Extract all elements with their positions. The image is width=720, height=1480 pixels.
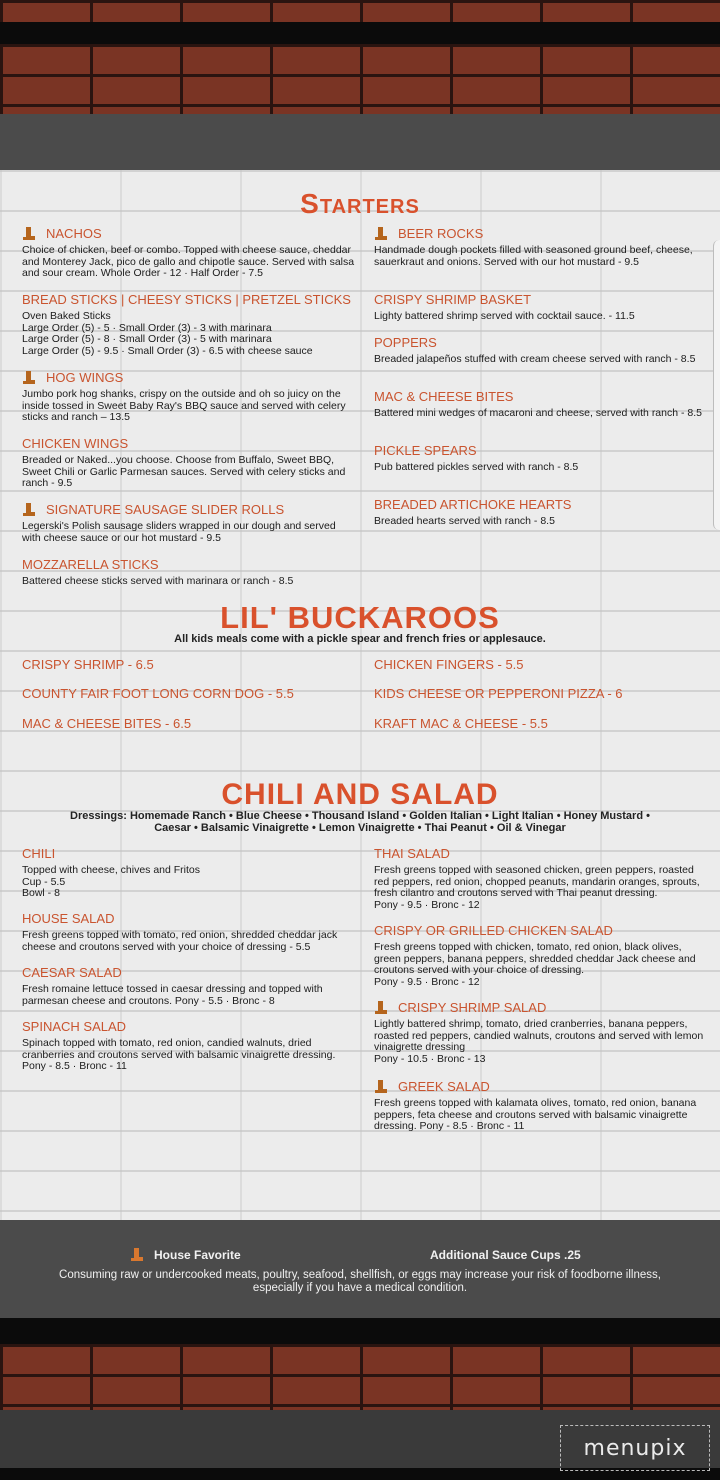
menu-item-description: Lightly battered shrimp, tomato, dried cranberries, banana peppers, roasted red peppers, candied walnuts, croutons and served with lemon vinaigrette dressing Pony - 10.5 · Bronc - 13 (374, 1018, 704, 1065)
menu-item-name-text: SPINACH SALAD (22, 1019, 127, 1034)
house-favorite-boot-icon (374, 1079, 388, 1095)
menu-item-name (374, 226, 704, 242)
menu-item-name (374, 497, 704, 513)
menu-item-description: Legerski's Polish sausage sliders wrapped in our dough and served with cheese sauce or our hot mustard - 9.5 (22, 520, 336, 544)
dressings-line-2: Caesar • Balsamic Vinaigrette • Lemon Vinaigrette • Thai Peanut • Oil & Vinegar (154, 822, 566, 834)
menu-item (374, 923, 704, 988)
menu-item-description: Battered cheese sticks served with marinara or ranch - 8.5 (22, 575, 294, 587)
menu-item-name-text: PICKLE SPEARS (374, 443, 477, 458)
menu-item-description: Fresh greens topped with tomato, red onion, shredded cheddar jack cheese and croutons served with your choice of dressing - 5.5 (22, 929, 338, 953)
kids-menu-item: KIDS CHEESE OR PEPPERONI PIZZA - 6 (374, 686, 623, 701)
bottom-black-strip (0, 1318, 720, 1344)
menu-item-name-text: CRISPY SHRIMP BASKET (374, 292, 532, 307)
menu-item (374, 226, 704, 268)
house-favorite-legend (130, 1247, 241, 1263)
menu-item (22, 226, 357, 280)
menu-item (22, 370, 357, 424)
kids-note: All kids meals come with a pickle spear and french fries or applesauce. (174, 633, 546, 645)
menu-item-name-text: NACHOS (46, 226, 102, 241)
menu-item-description: Pub battered pickles served with ranch - 8.5 (374, 461, 579, 473)
food-warning-line-2: especially if you have a medical condition. (252, 1282, 468, 1294)
top-black-strip (0, 22, 720, 44)
menu-item (22, 1019, 357, 1073)
menu-item-name (22, 911, 357, 927)
scroll-handle[interactable] (713, 240, 720, 530)
menu-item-description: Fresh romaine lettuce tossed in caesar dressing and topped with parmesan cheese and croutons. Pony - 5.5 · Bronc - 8 (22, 983, 323, 1007)
menu-item (374, 1079, 704, 1133)
house-favorite-boot-icon (374, 1000, 388, 1016)
menu-item (374, 335, 704, 366)
menu-item-name (374, 923, 704, 939)
house-favorite-boot-icon (22, 370, 36, 386)
kids-menu-item: CRISPY SHRIMP - 6.5 (22, 657, 154, 672)
menu-item-name (374, 1079, 704, 1095)
menu-item (374, 497, 704, 528)
menu-item (22, 557, 357, 588)
menu-item-name-text: BREADED ARTICHOKE HEARTS (374, 497, 572, 512)
menu-item-name-text: CAESAR SALAD (22, 965, 122, 980)
menu-item (22, 292, 357, 357)
menu-item-name-text: HOG WINGS (46, 370, 124, 385)
menu-item-description: Oven Baked Sticks Large Order (5) - 5 · Small Order (3) - 3 with marinara Large Order (5) - 8 · Small Order (3) - 5 with marinara Large Order (5) - 9.5 · Small Order (3) - 6.5 with cheese sauce (22, 310, 313, 357)
kids-menu-item: KRAFT MAC & CHEESE - 5.5 (374, 716, 548, 731)
menu-item-name (374, 1000, 704, 1016)
sauce-cups-note: Additional Sauce Cups .25 (430, 1248, 581, 1262)
menu-item-name (374, 443, 704, 459)
menu-item-name-text: CRISPY SHRIMP SALAD (398, 1000, 547, 1015)
menu-item-description: Breaded jalapeños stuffed with cream cheese served with ranch - 8.5 (374, 353, 696, 365)
menu-item-name-text: CHICKEN WINGS (22, 436, 129, 451)
menu-item (374, 292, 704, 323)
house-favorite-boot-icon (374, 226, 388, 242)
menu-item-description: Spinach topped with tomato, red onion, candied walnuts, dried cranberries and croutons served with balsamic vinaigrette dressing. Pony - 8.5 · Bronc - 11 (22, 1037, 336, 1072)
menu-item (22, 846, 357, 900)
menu-item-name (374, 389, 704, 405)
menu-item (374, 389, 704, 420)
menu-item (22, 436, 357, 490)
menu-item-name-text: CRISPY OR GRILLED CHICKEN SALAD (374, 923, 613, 938)
menu-item-description: Handmade dough pockets filled with seasoned ground beef, cheese, sauerkraut and onions. Served with our hot mustard - 9.5 (374, 244, 693, 268)
menu-item-name-text: MOZZARELLA STICKS (22, 557, 159, 572)
menu-item-description: Fresh greens topped with chicken, tomato, red onion, black olives, green peppers, banana peppers, shredded cheddar Jack cheese and croutons served with your choice of dressing. Pony - 9.5 · Bronc - 12 (374, 941, 696, 988)
menu-item-name (22, 436, 357, 452)
menu-item-name-text: MAC & CHEESE BITES (374, 389, 514, 404)
menu-item (374, 443, 704, 474)
house-favorite-boot-icon (22, 502, 36, 518)
menu-item (374, 846, 704, 911)
menupix-watermark: menupix (560, 1425, 710, 1471)
menu-item-name-text: BEER ROCKS (398, 226, 484, 241)
menu-item-name (22, 965, 357, 981)
menu-item-description: Fresh greens topped with seasoned chicken, green peppers, roasted red peppers, red onion, chopped peanuts, mandarin oranges, sprouts, fresh cilantro and croutons served with Thai peanut dressing. Pony - 9.5 · Bronc - 12 (374, 864, 700, 911)
menu-item-description: Breaded or Naked...you choose. Choose from Buffalo, Sweet BBQ, Sweet Chili or Garlic Parmesan sauces. Served with celery sticks and ranch - 9.5 (22, 454, 346, 489)
dressings-line-1: Dressings: Homemade Ranch • Blue Cheese • Thousand Island • Golden Italian • Light Italian • Honey Mustard • (70, 810, 650, 822)
menu-item-description: Breaded hearts served with ranch - 8.5 (374, 515, 555, 527)
menu-item-name (22, 557, 357, 573)
menu-item (22, 502, 357, 544)
menu-item-name (22, 502, 357, 518)
menu-item-description: Topped with cheese, chives and Fritos Cup - 5.5 Bowl - 8 (22, 864, 201, 899)
menu-item-description: Choice of chicken, beef or combo. Topped with cheese sauce, cheddar and Monterey Jack, pico de gallo and chipotle sauce. Served with salsa and sour cream. Whole Order - 12 · Half Order - 7.5 (22, 244, 355, 279)
menu-item-description: Jumbo pork hog shanks, crispy on the outside and oh so juicy on the inside tossed in Sweet Baby Ray's BBQ sauce and served with celery sticks and ranch – 13.5 (22, 388, 346, 423)
menu-item-name (22, 1019, 357, 1035)
bottom-brick-band (0, 1344, 720, 1410)
menu-item-name-text: GREEK SALAD (398, 1079, 490, 1094)
menu-item (374, 1000, 704, 1065)
menu-item-name (22, 370, 357, 386)
menu-item-name-text: THAI SALAD (374, 846, 450, 861)
upper-brick-band (0, 44, 720, 114)
menu-item (22, 965, 357, 1007)
menu-item-name (22, 292, 357, 308)
chili-salad-title: CHILI AND SALAD (221, 778, 499, 811)
menu-item-name-text: BREAD STICKS | CHEESY STICKS | PRETZEL STICKS (22, 292, 351, 307)
starters-title: Starters (300, 188, 420, 219)
kids-menu-item: MAC & CHEESE BITES - 6.5 (22, 716, 192, 731)
kids-menu-item: CHICKEN FINGERS - 5.5 (374, 657, 524, 672)
menu-item-name-text: CHILI (22, 846, 56, 861)
header-grey-band (0, 114, 720, 170)
house-favorite-boot-icon (22, 226, 36, 242)
kids-menu-item: COUNTY FAIR FOOT LONG CORN DOG - 5.5 (22, 686, 294, 701)
menu-item-name (22, 846, 357, 862)
food-warning-line-1: Consuming raw or undercooked meats, poultry, seafood, shellfish, or eggs may increase your risk of foodborne illness, (59, 1269, 661, 1281)
menu-item-name-text: SIGNATURE SAUSAGE SLIDER ROLLS (46, 502, 285, 517)
menu-item-name-text: POPPERS (374, 335, 437, 350)
menu-item-description: Fresh greens topped with kalamata olives, tomato, red onion, banana peppers, feta cheese and croutons served with balsamic vinaigrette dressing. Pony - 8.5 · Bronc - 11 (374, 1097, 697, 1132)
menu-item-description: Lighty battered shrimp served with cocktail sauce. - 11.5 (374, 310, 635, 322)
menu-item-name (374, 335, 704, 351)
boot-icon (130, 1247, 144, 1263)
house-favorite-label: House Favorite (154, 1248, 241, 1262)
top-brick-band (0, 0, 720, 22)
menu-item-name (374, 292, 704, 308)
menu-item-description: Battered mini wedges of macaroni and cheese, served with ranch - 8.5 (374, 407, 703, 419)
menu-item-name (22, 226, 357, 242)
menu-item-name (374, 846, 704, 862)
menu-item (22, 911, 357, 953)
kids-title: LIL' BUCKAROOS (220, 600, 500, 635)
menu-item-name-text: HOUSE SALAD (22, 911, 115, 926)
